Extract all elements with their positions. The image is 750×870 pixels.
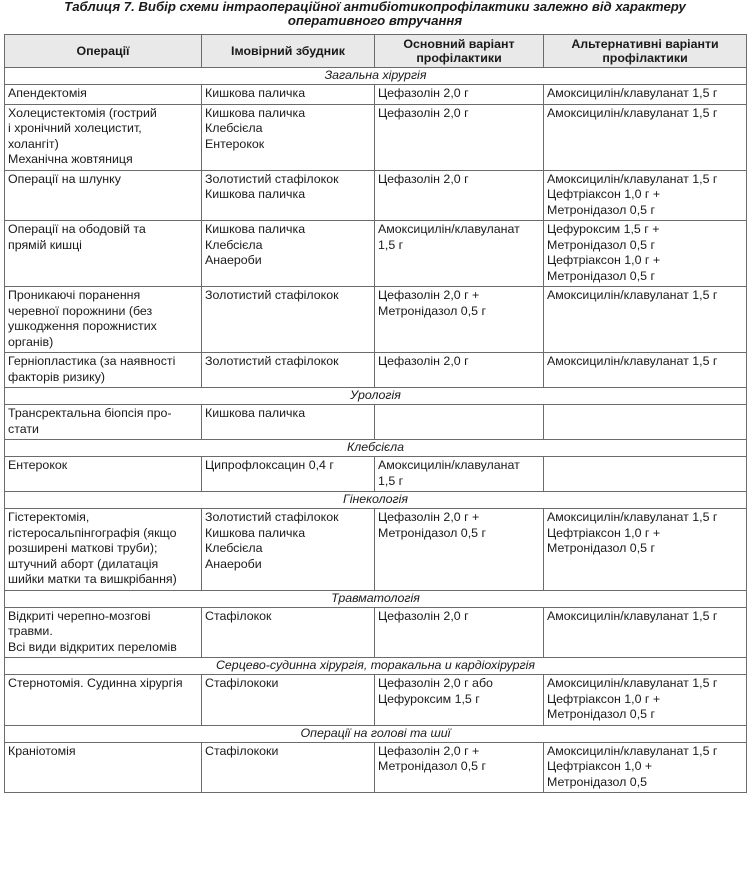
cell-line: Цефазолін 2,0 г xyxy=(378,354,469,368)
cell-line: Цефазолін 2,0 г + xyxy=(378,510,480,524)
pathogen-cell xyxy=(202,742,375,793)
cell-line: Відкриті черепно-мозгові xyxy=(8,608,151,623)
operation-cell xyxy=(5,675,202,726)
operation-cell xyxy=(5,457,202,492)
cell-line: 1,5 г xyxy=(378,473,404,488)
cell-line: органів) xyxy=(8,334,54,349)
header-operations: Операції xyxy=(5,35,202,68)
section-row xyxy=(5,388,747,405)
alternative-prophylaxis-cell xyxy=(544,607,747,658)
table-row xyxy=(5,607,747,658)
cell-line: Апендектомія xyxy=(8,86,87,100)
cell-line: шийки матки та вишкрібання) xyxy=(8,572,177,586)
table-row xyxy=(5,85,747,105)
section-title: Травматологія xyxy=(5,590,747,607)
main-prophylaxis-cell xyxy=(375,221,544,287)
section-row xyxy=(5,68,747,85)
cell-line: Цефазолін 2,0 г xyxy=(378,105,469,120)
operation-cell xyxy=(5,405,202,440)
cell-line: Метронідазол 0,5 г xyxy=(547,707,655,721)
alternative-prophylaxis-cell xyxy=(544,405,747,440)
cell-line: Цефтріаксон 1,0 г + xyxy=(547,253,661,267)
section-title: Клебсієла xyxy=(5,440,747,457)
operation-cell xyxy=(5,353,202,388)
table-body xyxy=(5,68,747,793)
alternative-prophylaxis-cell xyxy=(544,221,747,287)
cell-line: Стафілокок xyxy=(205,608,272,623)
alternative-prophylaxis-cell xyxy=(544,170,747,221)
cell-line: Амоксицилін/клавуланат 1,5 г xyxy=(547,743,718,758)
cell-line: Стернотомія. Судинна хірургія xyxy=(8,676,183,690)
cell-line: Стафілококи xyxy=(205,743,279,758)
cell-line: Холецистектомія (гострий xyxy=(8,105,157,120)
cell-line: Амоксицилін/клавуланат xyxy=(378,458,520,472)
main-prophylaxis-cell xyxy=(375,85,544,105)
operation-cell xyxy=(5,221,202,287)
main-prophylaxis-cell xyxy=(375,353,544,388)
table-row xyxy=(5,287,747,353)
main-prophylaxis-cell xyxy=(375,742,544,793)
cell-line: 1,5 г xyxy=(378,237,404,252)
cell-line: стати xyxy=(8,421,39,436)
operation-cell xyxy=(5,170,202,221)
table-row xyxy=(5,221,747,287)
cell-line: Цефазолін 2,0 г + xyxy=(378,743,480,758)
header-pathogen: Імовірний збудник xyxy=(202,35,375,68)
main-prophylaxis-cell xyxy=(375,675,544,726)
cell-line: Цефуроксим 1,5 г + xyxy=(547,222,660,236)
header-alternative-prophylaxis: Альтернативні варіанти профілактики xyxy=(544,35,747,68)
cell-line: Операції на ободовій та xyxy=(8,222,146,236)
table-row xyxy=(5,457,747,492)
cell-line: Клебсієла xyxy=(205,121,263,135)
main-prophylaxis-cell xyxy=(375,509,544,591)
pathogen-cell xyxy=(202,675,375,726)
cell-line: Трансректальна біопсія про- xyxy=(8,406,172,420)
cell-line: Клебсієла xyxy=(205,541,263,555)
pathogen-cell xyxy=(202,85,375,105)
caption-line-2: оперативного втручання xyxy=(287,13,463,28)
section-title: Гінекологія xyxy=(5,492,747,509)
pathogen-cell xyxy=(202,457,375,492)
prophylaxis-table xyxy=(4,34,747,793)
section-row xyxy=(5,725,747,742)
cell-line: Амоксицилін/клавуланат 1,5 г xyxy=(547,510,718,524)
cell-line: Амоксицилін/клавуланат 1,5 г xyxy=(547,608,718,623)
cell-line: Операції на шлунку xyxy=(8,171,121,186)
table-row xyxy=(5,509,747,591)
cell-line: Амоксицилін/клавуланат 1,5 г xyxy=(547,288,718,302)
main-prophylaxis-cell xyxy=(375,457,544,492)
operation-cell xyxy=(5,287,202,353)
cell-line: Анаероби xyxy=(205,556,262,571)
cell-line: розширені маткові труби); xyxy=(8,541,158,555)
cell-line: Цефтріаксон 1,0 г + xyxy=(547,525,661,540)
cell-line: Золотистий стафілокок xyxy=(205,288,339,302)
operation-cell xyxy=(5,607,202,658)
alternative-prophylaxis-cell xyxy=(544,675,747,726)
table-caption xyxy=(0,0,750,33)
cell-line: Метронідазол 0,5 г xyxy=(547,541,655,555)
cell-line: Гістеректомія, xyxy=(8,510,90,524)
table-row xyxy=(5,675,747,726)
cell-line: Ентерокок xyxy=(8,458,68,472)
section-row xyxy=(5,440,747,457)
main-prophylaxis-cell xyxy=(375,607,544,658)
header-row xyxy=(5,35,747,68)
section-title: Операції на голові та шиї xyxy=(5,725,747,742)
cell-line: Цефазолін 2,0 г або xyxy=(378,676,493,690)
main-prophylaxis-cell xyxy=(375,405,544,440)
cell-line: Стафілококи xyxy=(205,676,279,690)
cell-line: Метронідазол 0,5 г xyxy=(547,202,655,217)
operation-cell xyxy=(5,509,202,591)
cell-line: Золотистий стафілокок xyxy=(205,510,339,524)
cell-line: черевної порожнини (без xyxy=(8,303,153,318)
pathogen-cell xyxy=(202,170,375,221)
main-prophylaxis-cell xyxy=(375,170,544,221)
cell-line: Клебсієла xyxy=(205,237,263,252)
cell-line: Кишкова паличка xyxy=(205,406,306,420)
table-row xyxy=(5,353,747,388)
pathogen-cell xyxy=(202,607,375,658)
cell-line: Ентерокок xyxy=(205,136,265,151)
cell-line: Цефазолін 2,0 г xyxy=(378,86,469,100)
cell-line: штучний аборт (дилатація xyxy=(8,556,159,571)
operation-cell xyxy=(5,85,202,105)
cell-line: Амоксицилін/клавуланат 1,5 г xyxy=(547,354,718,368)
section-title: Загальна хірургія xyxy=(5,68,747,85)
alternative-prophylaxis-cell xyxy=(544,287,747,353)
cell-line: Золотистий стафілокок xyxy=(205,354,339,368)
cell-line: Кишкова паличка xyxy=(205,222,306,236)
alternative-prophylaxis-cell xyxy=(544,742,747,793)
cell-line: Цефтріаксон 1,0 + xyxy=(547,759,653,773)
table-row xyxy=(5,170,747,221)
section-row xyxy=(5,492,747,509)
pathogen-cell xyxy=(202,287,375,353)
main-prophylaxis-cell xyxy=(375,287,544,353)
cell-line: Цефазолін 2,0 г xyxy=(378,608,469,623)
cell-line: прямій кишці xyxy=(8,237,82,252)
cell-line: Цефтріаксон 1,0 г + xyxy=(547,187,661,201)
section-row xyxy=(5,590,747,607)
operation-cell xyxy=(5,104,202,170)
pathogen-cell xyxy=(202,509,375,591)
pathogen-cell xyxy=(202,104,375,170)
cell-line: Метронідазол 0,5 xyxy=(547,774,648,789)
cell-line: Краніотомія xyxy=(8,743,76,758)
cell-line: Метронідазол 0,5 г xyxy=(378,525,486,540)
cell-line: Кишкова паличка xyxy=(205,525,306,540)
cell-line: Золотистий стафілокок xyxy=(205,171,339,186)
cell-line: Проникаючі поранення xyxy=(8,288,141,302)
table-row xyxy=(5,742,747,793)
alternative-prophylaxis-cell xyxy=(544,85,747,105)
alternative-prophylaxis-cell xyxy=(544,457,747,492)
cell-line: холангіт) xyxy=(8,136,59,151)
cell-line: і хронічний холецистит, xyxy=(8,121,142,135)
alternative-prophylaxis-cell xyxy=(544,353,747,388)
cell-line: Амоксицилін/клавуланат 1,5 г xyxy=(547,86,718,100)
cell-line: Кишкова паличка xyxy=(205,105,306,120)
pathogen-cell xyxy=(202,405,375,440)
cell-line: Цефазолін 2,0 г + xyxy=(378,288,480,302)
main-prophylaxis-cell xyxy=(375,104,544,170)
operation-cell xyxy=(5,742,202,793)
section-title: Серцево-судинна хірургія, торакальна и кардіохірургія xyxy=(5,658,747,675)
table-row xyxy=(5,104,747,170)
cell-line: Амоксицилін/клавуланат 1,5 г xyxy=(547,676,718,690)
section-row xyxy=(5,658,747,675)
cell-line: Механічна жовтяниця xyxy=(8,152,133,166)
cell-line: Кишкова паличка xyxy=(205,86,306,100)
cell-line: Цефтріаксон 1,0 г + xyxy=(547,691,661,706)
cell-line: Кишкова паличка xyxy=(205,187,306,201)
table-row xyxy=(5,405,747,440)
cell-line: Всі види відкритих переломів xyxy=(8,639,177,654)
cell-line: факторів ризику) xyxy=(8,369,106,384)
cell-line: Метронідазол 0,5 г xyxy=(378,759,486,773)
section-title: Урологія xyxy=(5,388,747,405)
cell-line: Герніопластика (за наявності xyxy=(8,354,176,368)
pathogen-cell xyxy=(202,353,375,388)
alternative-prophylaxis-cell xyxy=(544,509,747,591)
pathogen-cell xyxy=(202,221,375,287)
cell-line: Анаероби xyxy=(205,253,262,267)
cell-line: гістеросальпінгографія (якщо xyxy=(8,525,177,540)
caption-line-1: Таблиця 7. Вибір схеми інтраопераційної антибіотикопрофілактики залежно від характеру xyxy=(64,0,686,14)
cell-line: Амоксицилін/клавуланат 1,5 г xyxy=(547,105,718,120)
cell-line: Метронідазол 0,5 г xyxy=(378,303,486,318)
header-main-prophylaxis: Основний варіант профілактики xyxy=(375,35,544,68)
alternative-prophylaxis-cell xyxy=(544,104,747,170)
cell-line: Метронідазол 0,5 г xyxy=(547,237,655,252)
cell-line: ушкодження порожнистих xyxy=(8,319,157,333)
cell-line: Метронідазол 0,5 г xyxy=(547,268,655,283)
cell-line: травми. xyxy=(8,624,53,638)
cell-line: Амоксицилін/клавуланат xyxy=(378,222,520,236)
cell-line: Цефазолін 2,0 г xyxy=(378,171,469,186)
cell-line: Ципрофлоксацин 0,4 г xyxy=(205,458,334,472)
cell-line: Амоксицилін/клавуланат 1,5 г xyxy=(547,171,718,186)
cell-line: Цефуроксим 1,5 г xyxy=(378,691,480,706)
